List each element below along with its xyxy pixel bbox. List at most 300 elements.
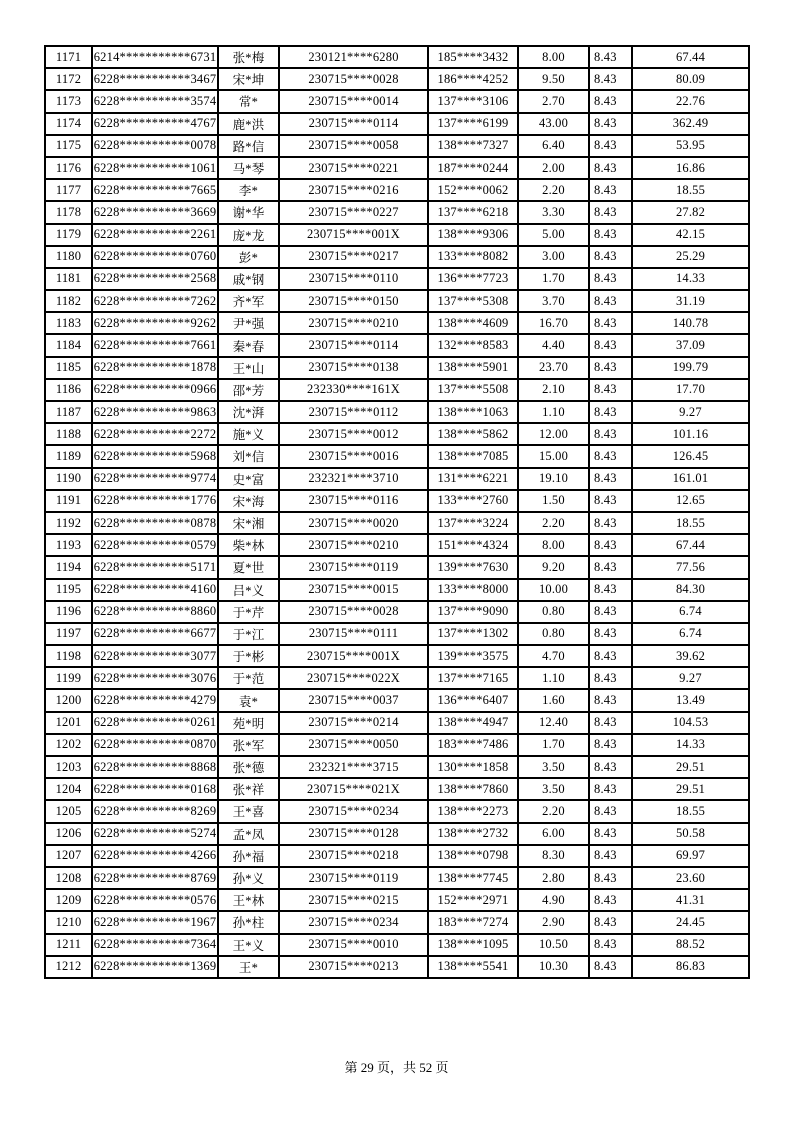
cell-id-number: 230715****0227 — [279, 201, 428, 223]
cell-row-number: 1171 — [45, 46, 92, 68]
table-row — [45, 756, 749, 778]
table-row — [45, 823, 749, 845]
cell-rate: 8.43 — [589, 135, 632, 157]
cell-rate: 8.43 — [589, 357, 632, 379]
cell-bank-card-number: 6228***********0168 — [92, 778, 218, 800]
cell-bank-card-number: 6228***********3669 — [92, 201, 218, 223]
cell-amount: 67.44 — [632, 46, 749, 68]
cell-quantity: 2.90 — [518, 911, 589, 933]
table-row — [45, 712, 749, 734]
cell-quantity: 10.50 — [518, 934, 589, 956]
cell-quantity: 1.10 — [518, 667, 589, 689]
cell-row-number: 1192 — [45, 512, 92, 534]
cell-row-number: 1176 — [45, 157, 92, 179]
table-row — [45, 556, 749, 578]
cell-rate: 8.43 — [589, 312, 632, 334]
cell-bank-card-number: 6228***********3467 — [92, 68, 218, 90]
cell-rate: 8.43 — [589, 379, 632, 401]
cell-phone-number: 138****7745 — [428, 867, 518, 889]
table-row — [45, 956, 749, 978]
cell-name: 夏*世 — [218, 556, 279, 578]
cell-quantity: 2.70 — [518, 90, 589, 112]
cell-bank-card-number: 6228***********0760 — [92, 246, 218, 268]
cell-amount: 12.65 — [632, 490, 749, 512]
cell-amount: 53.95 — [632, 135, 749, 157]
cell-bank-card-number: 6228***********8269 — [92, 800, 218, 822]
table-row — [45, 889, 749, 911]
cell-quantity: 5.00 — [518, 224, 589, 246]
cell-phone-number: 187****0244 — [428, 157, 518, 179]
cell-bank-card-number: 6228***********8868 — [92, 756, 218, 778]
cell-quantity: 1.50 — [518, 490, 589, 512]
cell-name: 刘*信 — [218, 445, 279, 467]
cell-amount: 18.55 — [632, 179, 749, 201]
cell-bank-card-number: 6228***********3076 — [92, 667, 218, 689]
cell-row-number: 1186 — [45, 379, 92, 401]
cell-bank-card-number: 6228***********2272 — [92, 423, 218, 445]
cell-quantity: 23.70 — [518, 357, 589, 379]
cell-name: 于*芹 — [218, 601, 279, 623]
cell-row-number: 1205 — [45, 800, 92, 822]
table-row — [45, 468, 749, 490]
cell-id-number: 230715****001X — [279, 645, 428, 667]
table-body — [45, 46, 749, 978]
table-row — [45, 667, 749, 689]
cell-id-number: 230715****0119 — [279, 556, 428, 578]
cell-bank-card-number: 6228***********9863 — [92, 401, 218, 423]
cell-amount: 39.62 — [632, 645, 749, 667]
cell-row-number: 1185 — [45, 357, 92, 379]
cell-id-number: 230715****0058 — [279, 135, 428, 157]
cell-row-number: 1191 — [45, 490, 92, 512]
cell-row-number: 1177 — [45, 179, 92, 201]
cell-row-number: 1194 — [45, 556, 92, 578]
cell-amount: 104.53 — [632, 712, 749, 734]
cell-name: 庞*龙 — [218, 224, 279, 246]
table-row — [45, 113, 749, 135]
cell-bank-card-number: 6228***********0870 — [92, 734, 218, 756]
cell-phone-number: 185****3432 — [428, 46, 518, 68]
cell-name: 宋*坤 — [218, 68, 279, 90]
cell-id-number: 232321****3715 — [279, 756, 428, 778]
cell-phone-number: 138****1063 — [428, 401, 518, 423]
payment-list-table — [44, 45, 750, 979]
cell-amount: 24.45 — [632, 911, 749, 933]
cell-row-number: 1209 — [45, 889, 92, 911]
cell-name: 吕*义 — [218, 579, 279, 601]
cell-phone-number: 137****3224 — [428, 512, 518, 534]
cell-amount: 6.74 — [632, 623, 749, 645]
cell-name: 施*义 — [218, 423, 279, 445]
cell-name: 王*山 — [218, 357, 279, 379]
cell-quantity: 8.00 — [518, 534, 589, 556]
cell-quantity: 9.20 — [518, 556, 589, 578]
cell-name: 彭* — [218, 246, 279, 268]
table-row — [45, 90, 749, 112]
table-row — [45, 512, 749, 534]
cell-name: 史*富 — [218, 468, 279, 490]
cell-id-number: 230715****0112 — [279, 401, 428, 423]
cell-name: 张*祥 — [218, 778, 279, 800]
cell-bank-card-number: 6228***********4279 — [92, 689, 218, 711]
table-row — [45, 246, 749, 268]
cell-amount: 9.27 — [632, 667, 749, 689]
cell-quantity: 1.10 — [518, 401, 589, 423]
cell-row-number: 1206 — [45, 823, 92, 845]
cell-amount: 41.31 — [632, 889, 749, 911]
cell-id-number: 230715****0114 — [279, 334, 428, 356]
cell-phone-number: 138****7085 — [428, 445, 518, 467]
cell-rate: 8.43 — [589, 423, 632, 445]
cell-name: 王*林 — [218, 889, 279, 911]
cell-quantity: 4.40 — [518, 334, 589, 356]
cell-bank-card-number: 6228***********0878 — [92, 512, 218, 534]
cell-quantity: 4.70 — [518, 645, 589, 667]
cell-rate: 8.43 — [589, 268, 632, 290]
cell-quantity: 3.00 — [518, 246, 589, 268]
table-row — [45, 645, 749, 667]
cell-phone-number: 137****1302 — [428, 623, 518, 645]
cell-amount: 23.60 — [632, 867, 749, 889]
cell-phone-number: 138****4947 — [428, 712, 518, 734]
cell-row-number: 1210 — [45, 911, 92, 933]
cell-name: 袁* — [218, 689, 279, 711]
cell-quantity: 43.00 — [518, 113, 589, 135]
cell-id-number: 230715****0020 — [279, 512, 428, 534]
cell-id-number: 230715****0119 — [279, 867, 428, 889]
cell-phone-number: 151****4324 — [428, 534, 518, 556]
cell-rate: 8.43 — [589, 601, 632, 623]
cell-quantity: 19.10 — [518, 468, 589, 490]
cell-phone-number: 138****4609 — [428, 312, 518, 334]
cell-rate: 8.43 — [589, 179, 632, 201]
cell-amount: 16.86 — [632, 157, 749, 179]
cell-rate: 8.43 — [589, 68, 632, 90]
cell-rate: 8.43 — [589, 579, 632, 601]
cell-quantity: 0.80 — [518, 623, 589, 645]
cell-id-number: 230715****0050 — [279, 734, 428, 756]
cell-phone-number: 137****7165 — [428, 667, 518, 689]
cell-amount: 88.52 — [632, 934, 749, 956]
cell-phone-number: 137****3106 — [428, 90, 518, 112]
cell-rate: 8.43 — [589, 556, 632, 578]
cell-quantity: 2.20 — [518, 800, 589, 822]
cell-amount: 27.82 — [632, 201, 749, 223]
cell-phone-number: 183****7486 — [428, 734, 518, 756]
cell-id-number: 230715****0110 — [279, 268, 428, 290]
cell-name: 王* — [218, 956, 279, 978]
cell-phone-number: 132****8583 — [428, 334, 518, 356]
table-row — [45, 689, 749, 711]
table-row — [45, 423, 749, 445]
cell-quantity: 10.00 — [518, 579, 589, 601]
cell-row-number: 1212 — [45, 956, 92, 978]
cell-amount: 84.30 — [632, 579, 749, 601]
cell-bank-card-number: 6228***********6677 — [92, 623, 218, 645]
cell-rate: 8.43 — [589, 512, 632, 534]
cell-phone-number: 138****5901 — [428, 357, 518, 379]
cell-phone-number: 152****2971 — [428, 889, 518, 911]
cell-quantity: 6.40 — [518, 135, 589, 157]
cell-quantity: 8.00 — [518, 46, 589, 68]
table-row — [45, 135, 749, 157]
table-row — [45, 290, 749, 312]
table-row — [45, 379, 749, 401]
cell-phone-number: 137****9090 — [428, 601, 518, 623]
table-row — [45, 445, 749, 467]
cell-name: 于*江 — [218, 623, 279, 645]
cell-phone-number: 152****0062 — [428, 179, 518, 201]
cell-name: 宋*湘 — [218, 512, 279, 534]
cell-row-number: 1198 — [45, 645, 92, 667]
cell-rate: 8.43 — [589, 334, 632, 356]
cell-row-number: 1178 — [45, 201, 92, 223]
cell-bank-card-number: 6228***********5171 — [92, 556, 218, 578]
table-row — [45, 534, 749, 556]
cell-phone-number: 138****9306 — [428, 224, 518, 246]
cell-rate: 8.43 — [589, 201, 632, 223]
table-row — [45, 601, 749, 623]
cell-bank-card-number: 6228***********0576 — [92, 889, 218, 911]
cell-amount: 42.15 — [632, 224, 749, 246]
cell-id-number: 232330****161X — [279, 379, 428, 401]
cell-id-number: 230715****022X — [279, 667, 428, 689]
cell-bank-card-number: 6228***********7661 — [92, 334, 218, 356]
cell-id-number: 230715****0214 — [279, 712, 428, 734]
cell-rate: 8.43 — [589, 290, 632, 312]
cell-rate: 8.43 — [589, 534, 632, 556]
cell-bank-card-number: 6228***********1878 — [92, 357, 218, 379]
cell-row-number: 1201 — [45, 712, 92, 734]
cell-name: 张*梅 — [218, 46, 279, 68]
table-row — [45, 911, 749, 933]
cell-name: 宋*海 — [218, 490, 279, 512]
cell-name: 齐*军 — [218, 290, 279, 312]
cell-quantity: 1.70 — [518, 734, 589, 756]
cell-rate: 8.43 — [589, 823, 632, 845]
cell-id-number: 230715****0037 — [279, 689, 428, 711]
cell-rate: 8.43 — [589, 490, 632, 512]
cell-name: 王*喜 — [218, 800, 279, 822]
cell-quantity: 3.70 — [518, 290, 589, 312]
cell-id-number: 230715****0217 — [279, 246, 428, 268]
cell-quantity: 4.90 — [518, 889, 589, 911]
cell-quantity: 1.60 — [518, 689, 589, 711]
cell-bank-card-number: 6228***********3574 — [92, 90, 218, 112]
cell-rate: 8.43 — [589, 157, 632, 179]
cell-name: 沈*湃 — [218, 401, 279, 423]
table-row — [45, 46, 749, 68]
cell-bank-card-number: 6228***********0261 — [92, 712, 218, 734]
cell-id-number: 230715****0210 — [279, 534, 428, 556]
table-row — [45, 201, 749, 223]
cell-id-number: 230715****0015 — [279, 579, 428, 601]
cell-quantity: 2.00 — [518, 157, 589, 179]
cell-row-number: 1193 — [45, 534, 92, 556]
cell-amount: 37.09 — [632, 334, 749, 356]
cell-rate: 8.43 — [589, 756, 632, 778]
cell-phone-number: 138****0798 — [428, 845, 518, 867]
cell-quantity: 2.20 — [518, 179, 589, 201]
cell-name: 于*彬 — [218, 645, 279, 667]
cell-phone-number: 138****5541 — [428, 956, 518, 978]
cell-bank-card-number: 6228***********2568 — [92, 268, 218, 290]
table-row — [45, 778, 749, 800]
cell-bank-card-number: 6228***********9774 — [92, 468, 218, 490]
cell-phone-number: 183****7274 — [428, 911, 518, 933]
cell-bank-card-number: 6228***********1369 — [92, 956, 218, 978]
cell-row-number: 1172 — [45, 68, 92, 90]
cell-quantity: 2.20 — [518, 512, 589, 534]
cell-bank-card-number: 6228***********4266 — [92, 845, 218, 867]
cell-row-number: 1180 — [45, 246, 92, 268]
cell-row-number: 1187 — [45, 401, 92, 423]
cell-quantity: 9.50 — [518, 68, 589, 90]
cell-quantity: 12.40 — [518, 712, 589, 734]
cell-id-number: 230715****0028 — [279, 68, 428, 90]
cell-amount: 69.97 — [632, 845, 749, 867]
cell-id-number: 230715****0128 — [279, 823, 428, 845]
cell-rate: 8.43 — [589, 401, 632, 423]
table-row — [45, 867, 749, 889]
cell-amount: 80.09 — [632, 68, 749, 90]
table-row — [45, 934, 749, 956]
cell-amount: 22.76 — [632, 90, 749, 112]
cell-rate: 8.43 — [589, 712, 632, 734]
table-row — [45, 357, 749, 379]
cell-id-number: 230715****0215 — [279, 889, 428, 911]
cell-bank-card-number: 6228***********4767 — [92, 113, 218, 135]
cell-id-number: 230715****0221 — [279, 157, 428, 179]
table-row — [45, 845, 749, 867]
cell-bank-card-number: 6228***********8769 — [92, 867, 218, 889]
cell-name: 孙*柱 — [218, 911, 279, 933]
cell-phone-number: 138****7327 — [428, 135, 518, 157]
cell-rate: 8.43 — [589, 246, 632, 268]
cell-row-number: 1196 — [45, 601, 92, 623]
cell-rate: 8.43 — [589, 689, 632, 711]
cell-row-number: 1179 — [45, 224, 92, 246]
cell-amount: 77.56 — [632, 556, 749, 578]
cell-bank-card-number: 6228***********8860 — [92, 601, 218, 623]
cell-amount: 86.83 — [632, 956, 749, 978]
cell-name: 谢*华 — [218, 201, 279, 223]
cell-row-number: 1199 — [45, 667, 92, 689]
cell-rate: 8.43 — [589, 90, 632, 112]
cell-name: 戚*钢 — [218, 268, 279, 290]
cell-name: 李* — [218, 179, 279, 201]
cell-rate: 8.43 — [589, 934, 632, 956]
cell-rate: 8.43 — [589, 845, 632, 867]
cell-rate: 8.43 — [589, 867, 632, 889]
cell-amount: 25.29 — [632, 246, 749, 268]
cell-id-number: 230715****0234 — [279, 911, 428, 933]
cell-rate: 8.43 — [589, 889, 632, 911]
cell-id-number: 230715****0216 — [279, 179, 428, 201]
cell-phone-number: 133****2760 — [428, 490, 518, 512]
cell-bank-card-number: 6228***********3077 — [92, 645, 218, 667]
cell-amount: 126.45 — [632, 445, 749, 467]
cell-phone-number: 131****6221 — [428, 468, 518, 490]
cell-row-number: 1208 — [45, 867, 92, 889]
table-row — [45, 800, 749, 822]
cell-phone-number: 133****8082 — [428, 246, 518, 268]
cell-row-number: 1211 — [45, 934, 92, 956]
cell-rate: 8.43 — [589, 956, 632, 978]
cell-phone-number: 136****7723 — [428, 268, 518, 290]
cell-name: 于*范 — [218, 667, 279, 689]
cell-amount: 6.74 — [632, 601, 749, 623]
cell-phone-number: 139****7630 — [428, 556, 518, 578]
cell-amount: 14.33 — [632, 268, 749, 290]
table-row — [45, 224, 749, 246]
cell-rate: 8.43 — [589, 623, 632, 645]
cell-row-number: 1189 — [45, 445, 92, 467]
cell-rate: 8.43 — [589, 645, 632, 667]
cell-id-number: 230715****0210 — [279, 312, 428, 334]
cell-id-number: 230715****001X — [279, 224, 428, 246]
cell-rate: 8.43 — [589, 734, 632, 756]
cell-bank-card-number: 6228***********0966 — [92, 379, 218, 401]
cell-id-number: 230715****0111 — [279, 623, 428, 645]
cell-id-number: 230715****0138 — [279, 357, 428, 379]
cell-amount: 140.78 — [632, 312, 749, 334]
table-row — [45, 312, 749, 334]
cell-bank-card-number: 6228***********1061 — [92, 157, 218, 179]
cell-name: 尹*强 — [218, 312, 279, 334]
cell-quantity: 3.50 — [518, 756, 589, 778]
cell-name: 邵*芳 — [218, 379, 279, 401]
cell-name: 秦*春 — [218, 334, 279, 356]
cell-bank-card-number: 6228***********9262 — [92, 312, 218, 334]
cell-name: 路*信 — [218, 135, 279, 157]
cell-name: 鹿*洪 — [218, 113, 279, 135]
cell-row-number: 1183 — [45, 312, 92, 334]
cell-bank-card-number: 6228***********0078 — [92, 135, 218, 157]
cell-bank-card-number: 6228***********7665 — [92, 179, 218, 201]
cell-id-number: 230715****0016 — [279, 445, 428, 467]
table-row — [45, 623, 749, 645]
cell-name: 马*琴 — [218, 157, 279, 179]
cell-bank-card-number: 6228***********1776 — [92, 490, 218, 512]
cell-phone-number: 186****4252 — [428, 68, 518, 90]
cell-id-number: 230715****0213 — [279, 956, 428, 978]
cell-rate: 8.43 — [589, 468, 632, 490]
cell-amount: 50.58 — [632, 823, 749, 845]
cell-row-number: 1197 — [45, 623, 92, 645]
cell-name: 柴*林 — [218, 534, 279, 556]
cell-quantity: 3.30 — [518, 201, 589, 223]
cell-row-number: 1173 — [45, 90, 92, 112]
cell-bank-card-number: 6228***********1967 — [92, 911, 218, 933]
cell-quantity: 10.30 — [518, 956, 589, 978]
cell-amount: 18.55 — [632, 512, 749, 534]
cell-row-number: 1203 — [45, 756, 92, 778]
cell-rate: 8.43 — [589, 778, 632, 800]
cell-name: 孟*凤 — [218, 823, 279, 845]
cell-row-number: 1174 — [45, 113, 92, 135]
cell-row-number: 1181 — [45, 268, 92, 290]
table-row — [45, 579, 749, 601]
cell-row-number: 1204 — [45, 778, 92, 800]
cell-quantity: 12.00 — [518, 423, 589, 445]
cell-id-number: 230715****0014 — [279, 90, 428, 112]
cell-rate: 8.43 — [589, 46, 632, 68]
cell-rate: 8.43 — [589, 113, 632, 135]
cell-bank-card-number: 6228***********7364 — [92, 934, 218, 956]
cell-bank-card-number: 6228***********4160 — [92, 579, 218, 601]
cell-quantity: 15.00 — [518, 445, 589, 467]
